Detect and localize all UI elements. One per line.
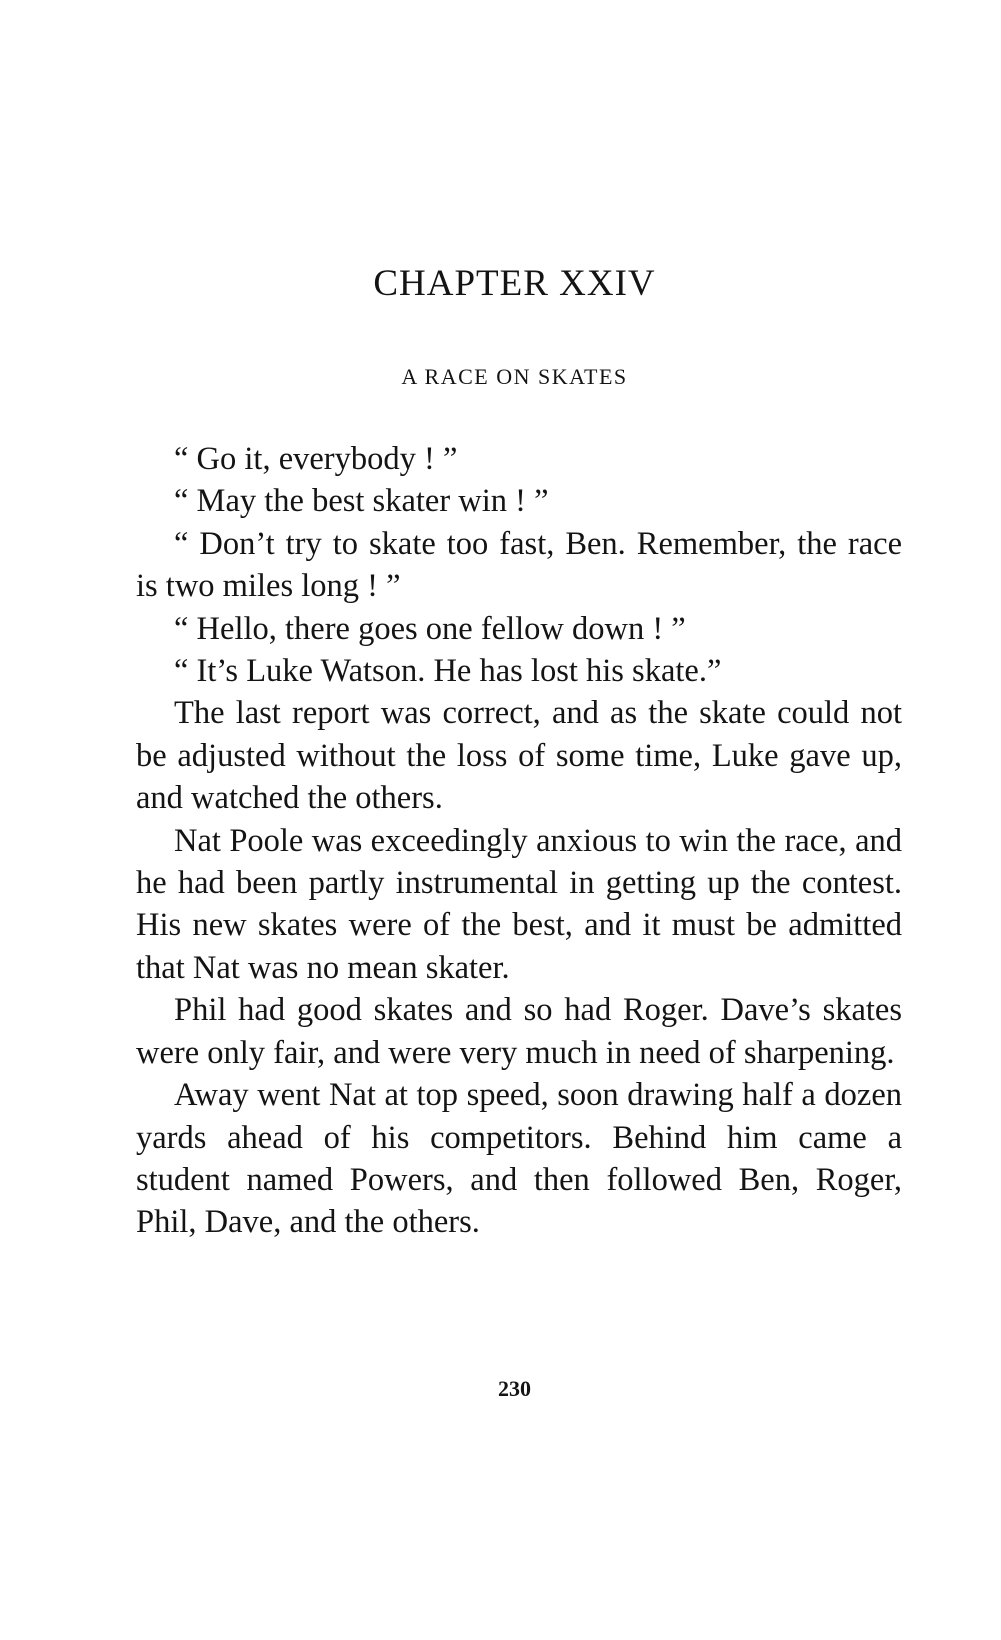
chapter-title: CHAPTER XXIV xyxy=(373,263,656,304)
paragraph: The last report was correct, and as the skate could not be adjusted without the loss of some time, Luke gave up, and watched the others. xyxy=(136,695,902,817)
paragraph: Nat Poole was exceedingly anxious to win the race, and he had been partly instrumental in getting up the contest. His new skates were of the best, and it must be admitted that Nat was no mean skater. xyxy=(136,822,902,986)
paragraph: Away went Nat at top speed, soon drawing half a dozen yards ahead of his competitors. Behind him came a student named Powers, and then followed Ben, Roger, Phil, Dave, and the others. xyxy=(136,1077,902,1241)
paragraph: “ Hello, there goes one fellow down ! ” xyxy=(174,610,686,647)
page-number: 230 xyxy=(498,1376,531,1401)
chapter-body xyxy=(136,438,902,1244)
paragraph: “ May the best skater win ! ” xyxy=(174,483,549,520)
chapter-subtitle: A RACE ON SKATES xyxy=(401,364,628,389)
paragraph: “ Go it, everybody ! ” xyxy=(174,441,458,477)
paragraph: Phil had good skates and so had Roger. Dave’s skates were only fair, and were very much in need of sharpening. xyxy=(136,992,902,1071)
paragraph: “ Don’t try to skate too fast, Ben. Remember, the race is two miles long ! ” xyxy=(136,525,902,605)
paragraph: “ It’s Luke Watson. He has lost his skate.” xyxy=(174,653,722,690)
